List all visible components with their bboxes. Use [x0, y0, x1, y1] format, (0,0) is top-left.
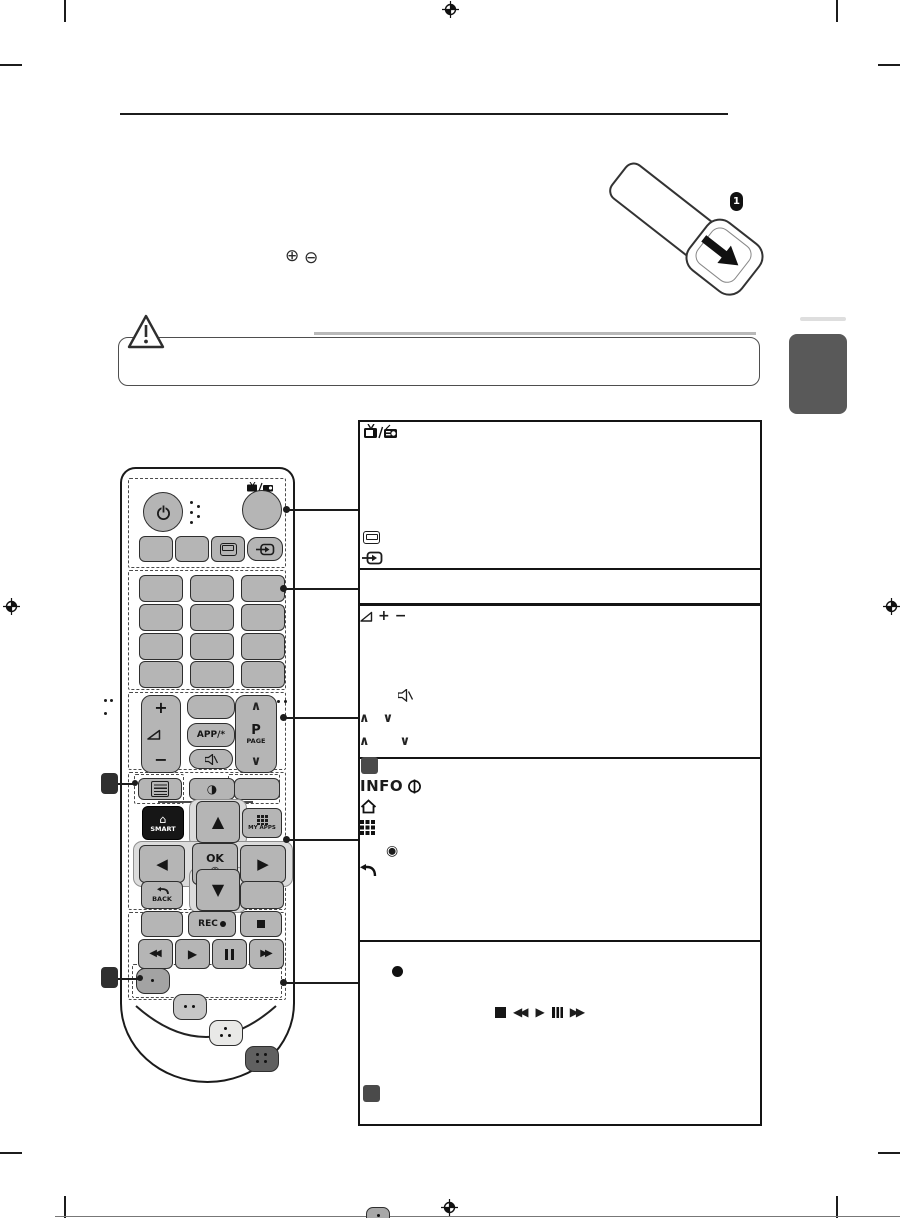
rec-label: REC [198, 918, 218, 929]
pause-button [212, 939, 247, 969]
pause-icon [225, 949, 234, 960]
table-marker-2 [363, 1085, 380, 1102]
table-divider-1 [360, 568, 760, 570]
color-key-2 [173, 994, 207, 1020]
playback-icons-row [495, 1005, 582, 1019]
page-down-icon: ∨ [250, 754, 262, 769]
quick-menu-button [189, 778, 235, 800]
my-apps-label: MY APPS [248, 824, 276, 831]
settings-menu-button [138, 778, 182, 800]
list-button [139, 661, 183, 688]
fast-forward-icon: ▶▶ [260, 948, 270, 959]
print-mark-bottom-left-h [0, 1152, 22, 1154]
rec-button [188, 911, 236, 937]
header-rule [120, 113, 728, 115]
stipple-dot [284, 700, 287, 703]
stop-row-icon [495, 1007, 506, 1018]
leader-line-5 [286, 982, 358, 984]
top-row-button-2 [175, 536, 209, 562]
table-divider-2 [360, 603, 760, 606]
back-row-icon [359, 864, 377, 879]
table-divider-3 [360, 757, 760, 759]
mute-icon [205, 754, 218, 765]
exit-button [240, 881, 284, 909]
marker-1-dot [132, 780, 138, 786]
battery-plus-icon: ⊕ [285, 246, 300, 266]
grid-icon [360, 820, 375, 835]
input-icon [256, 543, 275, 556]
guide-button [187, 695, 235, 719]
volume-down-label: − [154, 750, 168, 769]
tv-rad-button [242, 490, 282, 530]
number-button [241, 604, 285, 631]
tv-mode-icon [363, 531, 380, 544]
page-updown-icon [359, 734, 410, 749]
color-key-1 [136, 968, 170, 994]
color-key-1-row-icon [366, 1207, 390, 1218]
registration-mark-left [3, 598, 20, 619]
volume-up-label: + [154, 698, 168, 717]
print-mark-top-right-h [878, 64, 900, 66]
program-updown-icon [359, 711, 393, 726]
plus-icon: + [378, 608, 390, 624]
mute-row-icon [398, 689, 413, 702]
smart-button [142, 806, 184, 840]
my-apps-button [242, 808, 282, 838]
side-tab [789, 334, 847, 414]
page-up-icon: ∧ [250, 699, 262, 714]
leader-line-2 [286, 588, 358, 590]
print-mark-top-right-v [836, 0, 838, 22]
battery-illustration [612, 180, 782, 305]
print-mark-bottom-right-v [836, 1196, 838, 1218]
stipple-dot [277, 700, 280, 703]
play-icon: ▶ [187, 947, 198, 961]
caution-box [118, 337, 760, 386]
back-label: BACK [152, 895, 172, 904]
page-rocker-p-label: P [251, 722, 261, 738]
arrow-left-icon: ◀ [156, 854, 168, 873]
print-mark-bottom-right-h [878, 1152, 900, 1154]
registration-mark-top [442, 1, 459, 22]
my-apps-grid-icon [257, 815, 268, 825]
chevron-down-icon: ∨ [382, 711, 394, 726]
nav-down-button [196, 869, 240, 911]
info-circle-icon [407, 779, 422, 794]
rec-dot-icon [220, 921, 226, 927]
stipple-dot [104, 712, 107, 715]
leader-line-1 [288, 509, 358, 511]
rewind-button [138, 939, 173, 969]
power-button [143, 492, 183, 532]
margin-marker-1 [101, 773, 118, 794]
table-divider-4 [360, 940, 760, 942]
play-row-icon: ▶ [535, 1005, 545, 1019]
top-row-button-1 [139, 536, 173, 562]
nav-left-button [139, 845, 185, 883]
caution-heading-rule [314, 332, 756, 335]
ff-row-icon: ▶▶ [569, 1005, 583, 1019]
chevron-up-icon: ∧ [359, 734, 370, 749]
home-icon [360, 799, 377, 814]
stop-button [240, 911, 282, 937]
power-icon [155, 504, 172, 521]
rewind-icon: ◀◀ [149, 948, 159, 959]
leader-line-4 [289, 839, 358, 841]
arrow-down-icon: ▼ [211, 880, 225, 899]
smart-button-label: SMART [150, 824, 176, 833]
arrow-right-icon: ▶ [257, 854, 269, 873]
color-key-3 [209, 1020, 243, 1046]
nav-right-button [240, 845, 286, 883]
number-button [190, 604, 234, 631]
volume-keys-icon [360, 608, 406, 624]
rewind-row-icon: ◀◀ [513, 1005, 526, 1019]
page-rocker-page-label: PAGE [246, 736, 266, 745]
registration-mark-right [883, 598, 900, 619]
stipple-dot [104, 699, 107, 702]
input-button [247, 537, 283, 561]
print-mark-top-left-v [64, 0, 66, 22]
description-table [358, 420, 762, 1126]
tv-button [211, 536, 245, 562]
number-button [241, 575, 285, 602]
warning-triangle-icon [126, 313, 166, 355]
settings-menu-icon [151, 781, 169, 797]
number-button [139, 604, 183, 631]
smart-home-icon: ⌂ [159, 812, 167, 826]
minus-icon: − [394, 608, 407, 624]
app-button [187, 723, 235, 747]
registration-mark-bottom [441, 1199, 458, 1218]
app-button-label: APP/* [196, 729, 226, 740]
extra-button [234, 778, 280, 800]
marker-2-dot [137, 975, 143, 981]
input-list-icon [362, 551, 383, 565]
print-mark-bottom-left-v [64, 1196, 66, 1218]
tv-icon [220, 543, 237, 556]
stipple-dot [110, 699, 113, 702]
number-button [190, 575, 234, 602]
ok-label: OK [206, 851, 224, 865]
mute-button [189, 749, 233, 769]
step-marker: 1 [730, 192, 743, 211]
record-dot-icon [392, 966, 403, 977]
tab-language-label [800, 317, 846, 321]
back-arrow-icon [155, 887, 169, 895]
number-button [241, 633, 285, 660]
play-button [175, 939, 210, 969]
volume-rocker [141, 695, 181, 773]
number-button [139, 575, 183, 602]
stop-icon [257, 920, 265, 928]
nav-up-button [196, 801, 240, 843]
info-label: INFO [360, 777, 404, 795]
page-edge-line [55, 1216, 900, 1217]
chevron-up-icon: ∧ [359, 711, 370, 726]
tv-radio-icon [364, 424, 398, 440]
page-rocker [235, 695, 277, 773]
ok-row-icon: ◉ [386, 843, 399, 859]
quick-view-button [241, 661, 285, 688]
subtitle-button [141, 911, 183, 937]
number-button [139, 633, 183, 660]
info-row [360, 777, 422, 795]
chevron-down-icon: ∨ [399, 734, 411, 749]
arrow-up-icon: ▲ [211, 812, 225, 831]
print-mark-top-left-h [0, 64, 22, 66]
leader-line-3 [286, 717, 358, 719]
number-button [190, 661, 234, 688]
color-key-4 [245, 1046, 279, 1072]
fast-forward-button [249, 939, 284, 969]
quick-menu-icon: ◑ [206, 782, 218, 796]
pause-row-icon [552, 1007, 563, 1018]
volume-icon [147, 729, 161, 740]
margin-marker-2 [101, 967, 118, 988]
back-button [141, 881, 183, 909]
number-button [190, 633, 234, 660]
battery-minus-icon: ⊖ [304, 248, 319, 268]
table-marker-1 [361, 757, 378, 774]
